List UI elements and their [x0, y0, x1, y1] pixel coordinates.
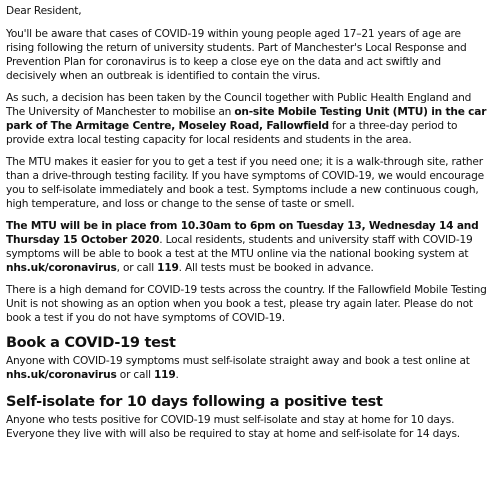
- book-test-call: or call: [116, 369, 154, 381]
- heading-book-test: Book a COVID-19 test: [6, 335, 176, 351]
- letter-body: [6, 2, 487, 441]
- mtu-dates: The MTU will be in place from 10.30am to 6pm on Tuesday 13, Wednesday 14 and Thursday 15 October 2020: [6, 220, 479, 246]
- book-test-end: .: [175, 369, 179, 381]
- mtu-decision-text: As such, a decision has been taken by the Council together with Public Health England and The University of Manchester to mobilise an: [6, 92, 472, 118]
- greeting: Dear Resident,: [6, 5, 82, 17]
- booking-phone: 119: [157, 262, 179, 274]
- book-test-text: [6, 354, 487, 382]
- paragraph-mtu-decision: [6, 91, 487, 147]
- paragraph-mtu-dates: [6, 219, 487, 275]
- mtu-purpose-text: for a three-day period to provide extra local testing capacity for local residents and students in the area.: [6, 120, 458, 146]
- heading-self-isolate: Self-isolate for 10 days following a positive test: [6, 394, 383, 410]
- booking-url: nhs.uk/coronavirus: [6, 262, 117, 274]
- mtu-location: on-site Mobile Testing Unit (MTU) in the car park of The Armitage Centre, Moseley Road, Fallowfield: [6, 106, 487, 132]
- book-test-phone: 119: [153, 369, 176, 381]
- book-test-instruction: Anyone with COVID-19 symptoms must self-isolate straight away and book a test online at: [6, 355, 470, 367]
- book-test-url: nhs.uk/coronavirus: [6, 369, 117, 381]
- paragraph-case-rise: You'll be aware that cases of COVID-19 within young people aged 17–21 years of age are rising following the return of university students. Part of Manchester's Local Response and Prevention Plan for coronavirus is to keep a close eye on the data and act swiftly and decisively when an outbreak is identified to contain the virus.: [6, 28, 467, 82]
- call-text: , or call: [116, 262, 158, 274]
- advance-booking-text: . All tests must be booked in advance.: [178, 262, 374, 274]
- booking-info-text: . Local residents, students and university staff with COVID-19 symptoms will be able to book a test at the MTU online via the national booking system at: [6, 234, 473, 260]
- paragraph-high-demand: There is a high demand for COVID-19 tests across the country. If the Fallowfield Mobile Testing Unit is not showing as an option when you book a test, please try again later. Please do not book a test if you do not have symptoms of COVID-19.: [6, 284, 487, 324]
- paragraph-mtu-info: The MTU makes it easier for you to get a test if you need one; it is a walk-through site, rather than a drive-through testing facility. If you have symptoms of COVID-19, we would encourage you to self-isolate immediately and book a test. Symptoms include a new continuous cough, high temperature, and loss or change to the sense of taste or smell.: [6, 156, 484, 210]
- self-isolate-text: Anyone who tests positive for COVID-19 must self-isolate and stay at home for 10 days. Everyone they live with will also be required to stay at home and self-isolate for 14 days.: [6, 414, 460, 440]
